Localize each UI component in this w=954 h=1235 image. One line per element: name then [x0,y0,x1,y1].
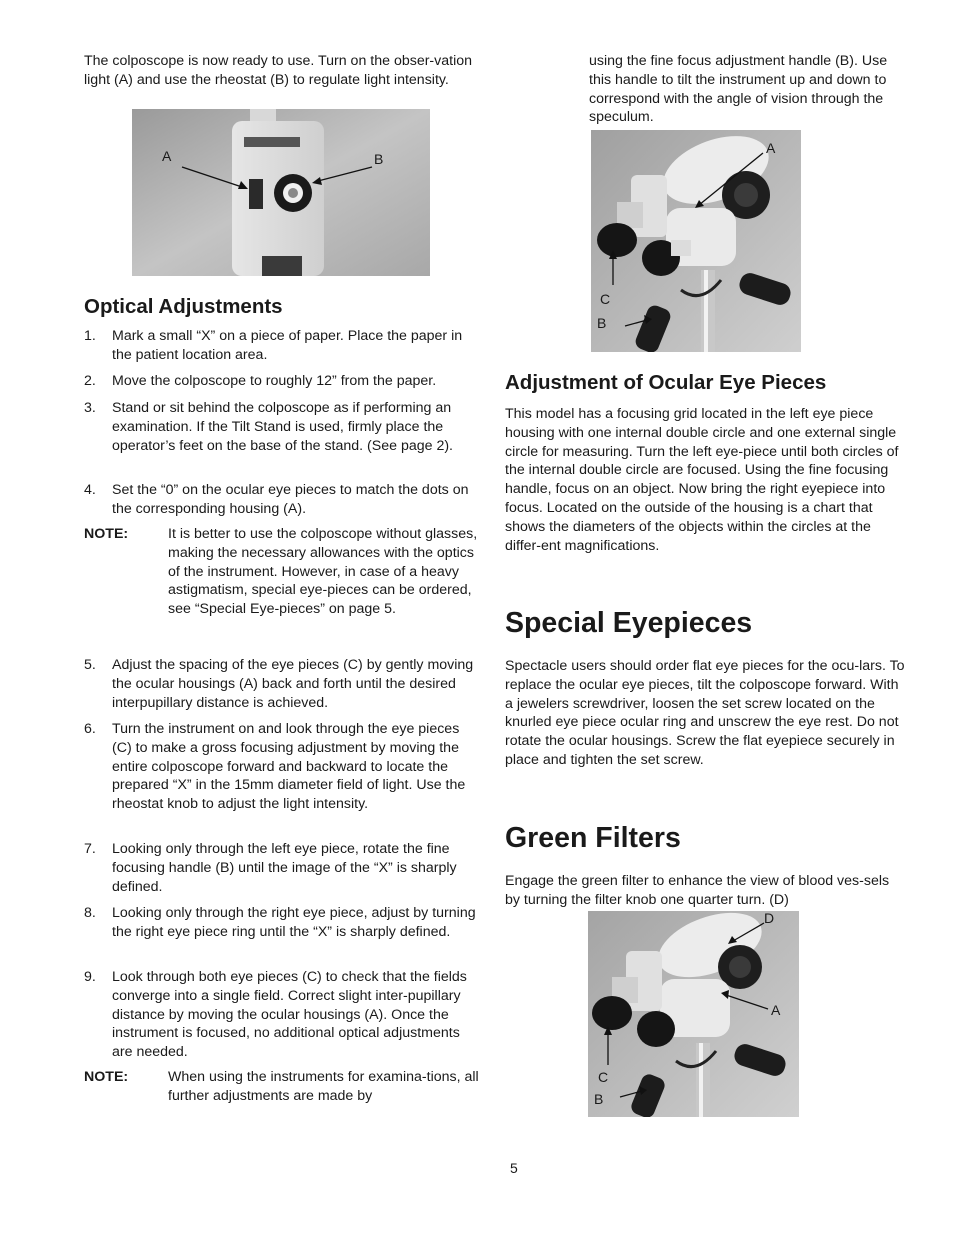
list-number: 1. [84,328,96,344]
list-text: Set the “0” on the ocular eye pieces to match the dots on the corresponding housing (A). [112,482,469,517]
list-number: 7. [84,841,96,857]
list-number: 2. [84,373,96,389]
list-item [84,968,479,1063]
list-text: Looking only through the left eye piece, rotate the fine focusing handle (B) until the image of the “X” is sharply defined. [112,841,457,895]
note-label: NOTE: [84,1069,129,1085]
list-text: Look through both eye pieces (C) to check that the fields converge into a single field. Correct slight inter-pupillary distance by moving the ocular housings (A). Once the instrument is focused, no additional optical adjustments are needed. [112,969,467,1061]
list-number: 8. [84,905,96,921]
ocular-eye-pieces-heading: Adjustment of Ocular Eye Pieces [505,371,827,394]
fig1-label-a: A [162,148,172,164]
fig3-label-c: C [598,1069,609,1085]
note-block [84,525,479,639]
fig2-label-c: C [600,291,611,307]
list-text: Looking only through the right eye piece, adjust by turning the right eye piece ring until the “X” is sharply defined. [112,905,476,940]
list-text: Adjust the spacing of the eye pieces (C) by gently moving the ocular housings (A) back and forth until the desired interpupillary distance is achieved. [112,657,474,711]
fig3-label-d: D [764,911,775,926]
figure-light-control [132,109,430,276]
page-number: 5 [510,1160,518,1176]
note-text: When using the instruments for examina-tions, all further adjustments are made by [168,1069,479,1104]
special-eyepieces-heading: Special Eyepieces [505,607,753,639]
fig3-label-a: A [771,1002,781,1018]
list-item [84,481,479,519]
list-text: Mark a small “X” on a piece of paper. Place the paper in the patient location area. [112,328,463,363]
ocular-paragraph: This model has a focusing grid located in the left eye piece housing with one internal double circle and one external single circle for measuring. Turn the left eye-piece until both circles of the internal double circle are focused. Using the fine focusing handle, focus on an object. Now bring the right eyepiece into focus. Located on the outside of the housing is a chart that shows the diameters of the objects within the circles at the differ-ent magnifications. [505,406,899,554]
list-item [84,656,479,713]
green-filters-paragraph: Engage the green filter to enhance the view of blood ves-sels by turning the filter knob one quarter turn. (D) [505,873,890,908]
list-item [84,399,479,475]
list-text: Turn the instrument on and look through the eye pieces (C) to make a gross focusing adjustment by moving the entire colposcope forward and backward to locate the prepared “X” in the 15mm diameter field of light. Use the rheostat knob to adjust the light intensity. [112,721,466,813]
list-text: Move the colposcope to roughly 12” from the paper. [112,373,437,389]
list-text: Stand or sit behind the colposcope as if performing an examination. If the Tilt Stand is used, firmly place the operator’s feet on the base of the stand. (See page 2). [112,400,453,454]
list-item [84,720,479,834]
figure-green-filter [588,911,799,1117]
note-label: NOTE: [84,526,129,542]
list-item [84,372,479,391]
fig2-label-a: A [766,140,776,156]
continued-paragraph: using the fine focus adjustment handle (B). Use this handle to tilt the instrument up and down to correspond with the angle of vision through the speculum. [589,53,888,126]
optical-adjustments-heading: Optical Adjustments [84,295,283,318]
list-item [84,840,479,897]
fig2-label-b: B [597,315,607,331]
note-block [84,1068,479,1106]
list-item [84,904,479,961]
list-number: 6. [84,721,96,737]
list-item [84,327,479,365]
note-text: It is better to use the colposcope without glasses, making the necessary allowances with the optics of the instrument. However, in case of a heavy astigmatism, special eye-pieces can be ordered, see “Special Eye-pieces” on page 5. [168,526,478,618]
intro-paragraph: The colposcope is now ready to use. Turn on the obser-vation light (A) and use the rheostat (B) to regulate light intensity. [84,53,473,88]
list-number: 3. [84,400,96,416]
figure-colposcope [591,130,801,352]
list-number: 4. [84,482,96,498]
fig1-label-b: B [374,151,384,167]
list-number: 9. [84,969,96,985]
green-filters-heading: Green Filters [505,822,681,854]
list-number: 5. [84,657,96,673]
fig3-label-b: B [594,1091,604,1107]
special-eyepieces-paragraph: Spectacle users should order flat eye pieces for the ocu-lars. To replace the ocular eye pieces, tilt the colposcope forward. With a jewelers screwdriver, loosen the set screw located on the knurled eye piece ocular ring and unscrew the eye rest. Do not rotate the ocular housings. Screw the flat eyepiece securely in place and tighten the set screw. [505,658,905,768]
